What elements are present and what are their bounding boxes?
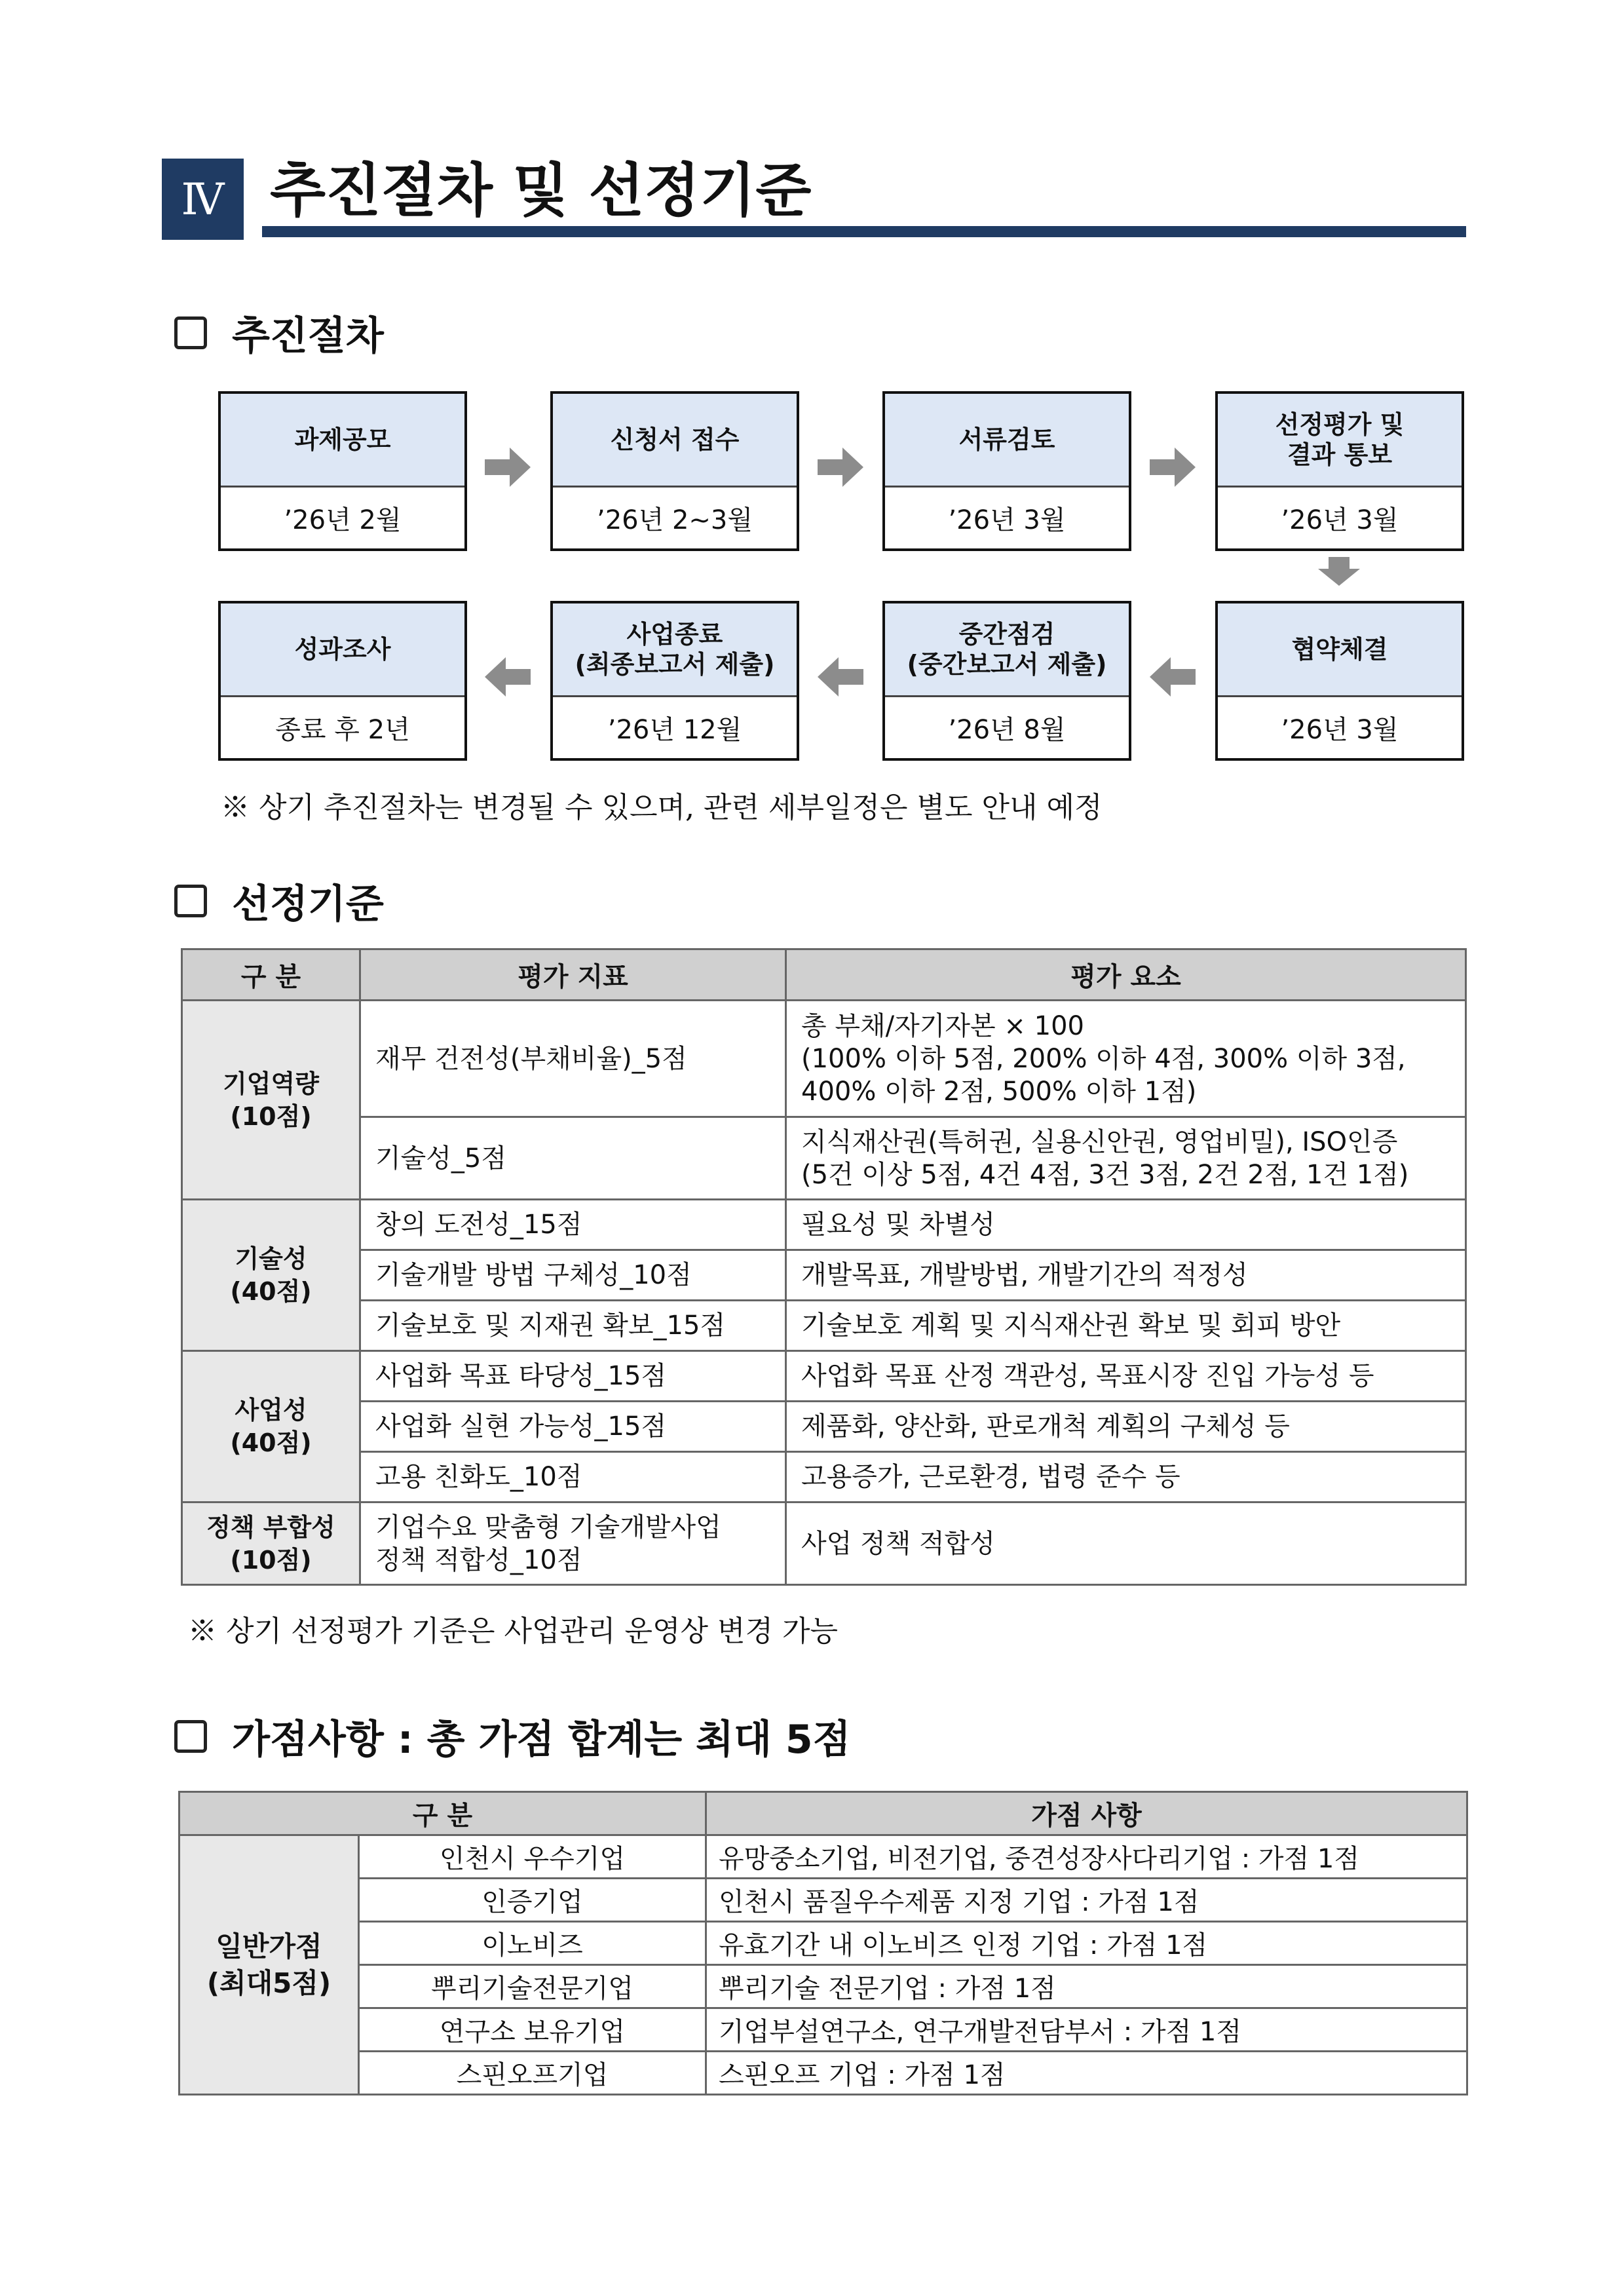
step-date: ’26년 12월: [607, 715, 742, 745]
element-cell: 사업 정책 적합성: [786, 1502, 1466, 1585]
bonus-desc-cell: 기업부설연구소, 연구개발전담부서 : 가점 1점: [706, 2008, 1467, 2052]
step-box: [882, 391, 1131, 551]
step-box: [550, 601, 799, 761]
indicator-cell: 사업화 실현 가능성_15점: [360, 1402, 786, 1452]
indicator-cell: 기술개발 방법 구체성_10점: [360, 1250, 786, 1301]
table-row: [182, 1452, 1466, 1502]
table-row: [179, 1879, 1467, 1922]
checkbox-icon: [174, 885, 207, 917]
bonus-item-cell: 스핀오프기업: [359, 2052, 706, 2095]
step-name: 과제공모: [221, 394, 464, 488]
table-row: [182, 1502, 1466, 1585]
step-box: [1215, 601, 1464, 761]
section-bonus-heading: [174, 1709, 851, 1764]
indicator-cell: 사업화 목표 타당성_15점: [360, 1351, 786, 1402]
step-date: ’26년 3월: [1281, 505, 1399, 535]
step-name: 중간점검 (중간보고서 제출): [885, 603, 1129, 697]
indicator-cell: 창의 도전성_15점: [360, 1200, 786, 1250]
table-row: [182, 1250, 1466, 1301]
table-header-row: [179, 1792, 1467, 1835]
element-cell: 기술보호 계획 및 지식재산권 확보 및 회피 방안: [786, 1301, 1466, 1351]
bonus-desc-cell: 유망중소기업, 비전기업, 중견성장사다리기업 : 가점 1점: [706, 1835, 1467, 1879]
indicator-cell: 재무 건전성(부채비율)_5점: [360, 1001, 786, 1117]
column-header: 평가 지표: [360, 949, 786, 1001]
step-box: [882, 601, 1131, 761]
arrow-left-icon: [1150, 657, 1196, 697]
step-date: ’26년 3월: [1281, 715, 1399, 745]
criteria-note: ※ 상기 선정평가 기준은 사업관리 운영상 변경 가능: [188, 1615, 838, 1648]
table-row: [182, 1351, 1466, 1402]
step-box: [218, 601, 467, 761]
arrow-left-icon: [485, 657, 531, 697]
element-cell: 고용증가, 근로환경, 법령 준수 등: [786, 1452, 1466, 1502]
step-box: [218, 391, 467, 551]
arrow-right-icon: [485, 448, 531, 487]
category-cell: 기업역량 (10점): [182, 1001, 360, 1200]
category-cell: 정책 부합성 (10점): [182, 1502, 360, 1585]
section-title: 추진절차: [232, 313, 384, 359]
table-row: [182, 1200, 1466, 1250]
chapter-number-badge: Ⅳ: [162, 159, 244, 240]
indicator-cell: 기업수요 맞춤형 기술개발사업 정책 적합성_10점: [360, 1502, 786, 1585]
step-name: 사업종료 (최종보고서 제출): [553, 603, 797, 697]
indicator-cell: 기술보호 및 지재권 확보_15점: [360, 1301, 786, 1351]
arrow-down-icon: [1318, 557, 1360, 586]
arrow-right-icon: [818, 448, 863, 487]
table-row: [179, 2008, 1467, 2052]
section-procedure-heading: [174, 305, 384, 360]
chapter-title: 추진절차 및 선정기준: [270, 157, 812, 224]
checkbox-icon: [174, 316, 207, 349]
arrow-left-icon: [818, 657, 863, 697]
bonus-item-cell: 이노비즈: [359, 1922, 706, 1965]
table-row: [182, 1402, 1466, 1452]
step-name: 성과조사: [221, 603, 464, 697]
procedure-note: ※ 상기 추진절차는 변경될 수 있으며, 관련 세부일정은 별도 안내 예정: [221, 791, 1103, 824]
bonus-desc-cell: 스핀오프 기업 : 가점 1점: [706, 2052, 1467, 2095]
step-box: [550, 391, 799, 551]
category-cell: 사업성 (40점): [182, 1351, 360, 1502]
bonus-item-cell: 인증기업: [359, 1879, 706, 1922]
step-box: [1215, 391, 1464, 551]
category-cell: 일반가점 (최대5점): [179, 1835, 359, 2095]
column-header: 평가 요소: [786, 949, 1466, 1001]
step-name: 신청서 접수: [553, 394, 797, 488]
bonus-desc-cell: 인천시 품질우수제품 지정 기업 : 가점 1점: [706, 1879, 1467, 1922]
table-row: [179, 2052, 1467, 2095]
step-date: 종료 후 2년: [275, 715, 410, 745]
table-row: [179, 1835, 1467, 1879]
step-date: ’26년 2~3월: [596, 505, 753, 535]
element-cell: 제품화, 양산화, 판로개척 계획의 구체성 등: [786, 1402, 1466, 1452]
step-date: ’26년 3월: [948, 505, 1066, 535]
category-cell: 기술성 (40점): [182, 1200, 360, 1351]
section-title: 가점사항 : 총 가점 합계는 최대 5점: [232, 1717, 851, 1763]
step-date: ’26년 8월: [948, 715, 1066, 745]
step-name: 협약체결: [1218, 603, 1462, 697]
bonus-item-cell: 인천시 우수기업: [359, 1835, 706, 1879]
bonus-table: [178, 1791, 1468, 2095]
element-cell: 사업화 목표 산정 객관성, 목표시장 진입 가능성 등: [786, 1351, 1466, 1402]
table-row: [179, 1965, 1467, 2008]
column-header: 구 분: [179, 1792, 706, 1835]
criteria-table: [181, 948, 1467, 1586]
arrow-right-icon: [1150, 448, 1196, 487]
element-cell: 필요성 및 차별성: [786, 1200, 1466, 1250]
section-criteria-heading: [174, 873, 384, 928]
step-name: 서류검토: [885, 394, 1129, 488]
table-row: [182, 1001, 1466, 1117]
checkbox-icon: [174, 1720, 207, 1753]
step-date: ’26년 2월: [284, 505, 402, 535]
bonus-item-cell: 연구소 보유기업: [359, 2008, 706, 2052]
bonus-desc-cell: 뿌리기술 전문기업 : 가점 1점: [706, 1965, 1467, 2008]
step-name: 선정평가 및 결과 통보: [1218, 394, 1462, 488]
table-row: [179, 1922, 1467, 1965]
indicator-cell: 고용 친화도_10점: [360, 1452, 786, 1502]
bonus-item-cell: 뿌리기술전문기업: [359, 1965, 706, 2008]
column-header: 구 분: [182, 949, 360, 1001]
element-cell: 개발목표, 개발방법, 개발기간의 적정성: [786, 1250, 1466, 1301]
indicator-cell: 기술성_5점: [360, 1117, 786, 1200]
element-cell: 지식재산권(특허권, 실용신안권, 영업비밀), ISO인증 (5건 이상 5점, 4건 4점, 3건 3점, 2건 2점, 1건 1점): [786, 1117, 1466, 1200]
column-header: 가점 사항: [706, 1792, 1467, 1835]
section-title: 선정기준: [232, 881, 384, 927]
table-row: [182, 1301, 1466, 1351]
chapter-title-rule: [262, 226, 1466, 237]
bonus-desc-cell: 유효기간 내 이노비즈 인정 기업 : 가점 1점: [706, 1922, 1467, 1965]
table-row: [182, 1117, 1466, 1200]
table-header-row: [182, 949, 1466, 1001]
element-cell: 총 부채/자기자본 × 100 (100% 이하 5점, 200% 이하 4점, 300% 이하 3점, 400% 이하 2점, 500% 이하 1점): [786, 1001, 1466, 1117]
